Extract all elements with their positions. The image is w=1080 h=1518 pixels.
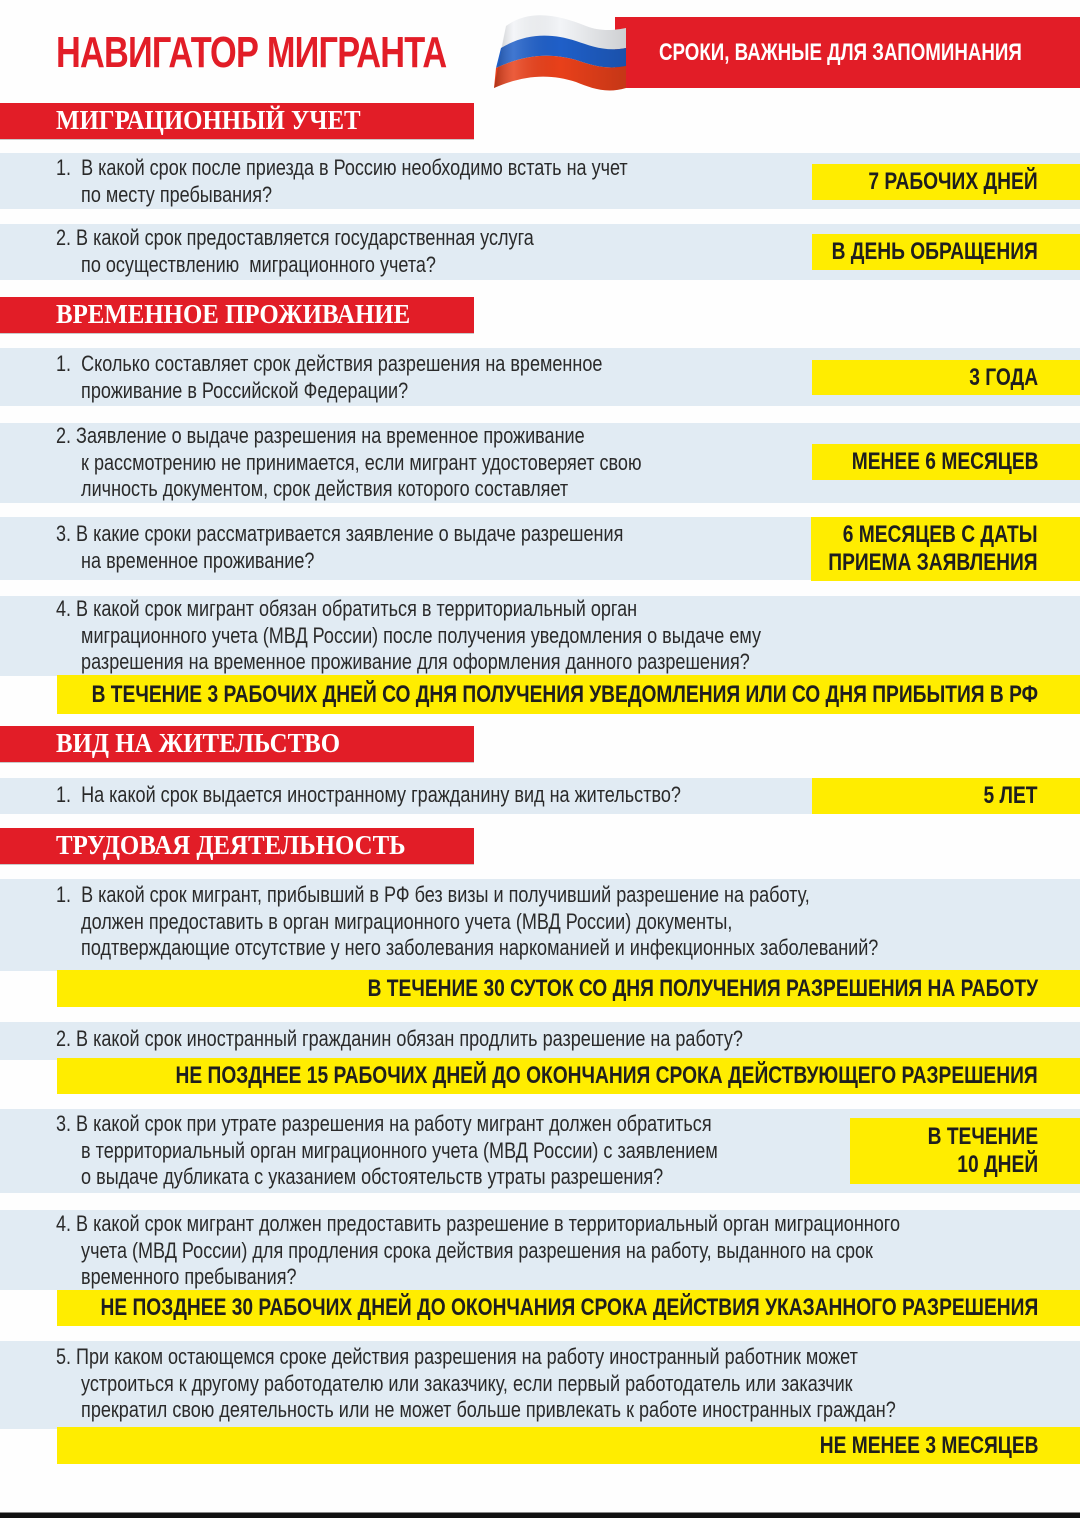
question-text: 1. В какой срок после приезда в Россию необходимо встать на учет по месту пребывания? <box>56 155 628 207</box>
answer-badge <box>57 970 1080 1007</box>
question-text: 4. В какой срок мигрант должен предоставить разрешение в территориальный орган миграционного учета (МВД России) для продления срока действия разрешения на работу, выданного на срок временного пребывания? <box>56 1211 901 1289</box>
answer-badge <box>57 1427 1080 1464</box>
qa-row <box>0 1109 1080 1193</box>
section-title: МИГРАЦИОННЫЙ УЧЕТ <box>56 105 361 135</box>
answer-text: В ДЕНЬ ОБРАЩЕНИЯ <box>831 238 1038 265</box>
question-text: 2. В какой срок иностранный гражданин обязан продлить разрешение на работу? <box>56 1026 743 1051</box>
answer-text: В ТЕЧЕНИЕ 10 ДНЕЙ <box>927 1123 1038 1178</box>
question-text: 2. В какой срок предоставляется государственная услуга по осуществлению миграционного учета? <box>56 225 534 277</box>
section-title: ВРЕМЕННОЕ ПРОЖИВАНИЕ <box>56 299 411 329</box>
qa-row <box>0 1341 1080 1429</box>
russian-flag-icon <box>486 8 636 96</box>
answer-text: В ТЕЧЕНИЕ 3 РАБОЧИХ ДНЕЙ СО ДНЯ ПОЛУЧЕНИЯ УВЕДОМЛЕНИЯ ИЛИ СО ДНЯ ПРИБЫТИЯ В РФ <box>91 680 1038 708</box>
answer-text: 5 ЛЕТ <box>983 782 1038 809</box>
page-title: НАВИГАТОР МИГРАНТА <box>56 28 447 77</box>
answer-badge <box>812 360 1080 395</box>
question-text: 5. При каком остающемся сроке действия разрешения на работу иностранный работник может устроиться к другому работодателю или заказчику, если первый работодатель или заказчик прекратил свою деятельность или не может больше привлекать к работе иностранных граждан? <box>56 1344 896 1422</box>
bottom-border <box>0 1512 1080 1518</box>
section-header-residence-permit <box>0 726 474 762</box>
qa-row <box>0 778 1080 814</box>
section-title: ТРУДОВАЯ ДЕЯТЕЛЬНОСТЬ <box>56 830 406 860</box>
answer-badge <box>812 234 1080 270</box>
answer-text: НЕ ПОЗДНЕЕ 15 РАБОЧИХ ДНЕЙ ДО ОКОНЧАНИЯ СРОКА ДЕЙСТВУЮЩЕГО РАЗРЕШЕНИЯ <box>175 1062 1038 1089</box>
qa-row <box>0 517 1080 580</box>
question-text: 3. В какие сроки рассматривается заявление о выдаче разрешения на временное проживание? <box>56 521 624 573</box>
answer-text: 7 РАБОЧИХ ДНЕЙ <box>868 168 1038 195</box>
answer-text: НЕ ПОЗДНЕЕ 30 РАБОЧИХ ДНЕЙ ДО ОКОНЧАНИЯ СРОКА ДЕЙСТВИЯ УКАЗАННОГО РАЗРЕШЕНИЯ <box>100 1294 1038 1321</box>
question-text: 3. В какой срок при утрате разрешения на работу мигрант должен обратиться в территориальный орган миграционного учета (МВД России) с заявлением о выдаче дубликата с указанием обстоятельств утраты разрешения? <box>56 1111 718 1189</box>
qa-row <box>0 1210 1080 1290</box>
qa-row <box>0 596 1080 676</box>
qa-row <box>0 224 1080 280</box>
question-text: 1. На какой срок выдается иностранному гражданину вид на жительство? <box>56 782 681 807</box>
qa-row <box>0 423 1080 503</box>
qa-row <box>0 153 1080 209</box>
question-text: 4. В какой срок мигрант обязан обратиться в территориальный орган миграционного учета (МВД России) после получения уведомления о выдаче ему разрешения на временное проживание для оформления данного разрешения? <box>56 596 762 674</box>
answer-badge <box>57 1290 1080 1326</box>
subtitle-banner <box>615 17 1080 88</box>
section-header-migration-registration <box>0 103 474 139</box>
answer-text: НЕ МЕНЕЕ 3 МЕСЯЦЕВ <box>819 1431 1038 1459</box>
section-title: ВИД НА ЖИТЕЛЬСТВО <box>56 728 341 758</box>
answer-text: 6 МЕСЯЦЕВ С ДАТЫ ПРИЕМА ЗАЯВЛЕНИЯ <box>828 521 1038 576</box>
qa-row <box>0 879 1080 971</box>
question-text: 1. Сколько составляет срок действия разрешения на временное проживание в Российской Федерации? <box>56 351 603 403</box>
answer-text: В ТЕЧЕНИЕ 30 СУТОК СО ДНЯ ПОЛУЧЕНИЯ РАЗРЕШЕНИЯ НА РАБОТУ <box>367 974 1038 1002</box>
answer-text: МЕНЕЕ 6 МЕСЯЦЕВ <box>851 448 1038 475</box>
answer-badge <box>57 1058 1080 1094</box>
answer-badge <box>812 164 1080 200</box>
qa-row <box>0 1022 1080 1060</box>
section-header-temporary-residence <box>0 297 474 333</box>
answer-badge <box>57 675 1080 714</box>
answer-badge <box>812 778 1080 814</box>
subtitle-text: СРОКИ, ВАЖНЫЕ ДЛЯ ЗАПОМИНАНИЯ <box>659 38 1022 66</box>
qa-row <box>0 348 1080 406</box>
question-text: 2. Заявление о выдаче разрешения на временное проживание к рассмотрению не принимается, если мигрант удостоверяет свою личность документом, срок действия которого составляет <box>56 423 642 501</box>
answer-text: 3 ГОДА <box>969 363 1038 391</box>
answer-badge <box>811 517 1080 581</box>
section-header-labor-activity <box>0 828 474 864</box>
answer-badge <box>812 444 1080 480</box>
answer-badge <box>850 1118 1080 1184</box>
question-text: 1. В какой срок мигрант, прибывший в РФ без визы и получивший разрешение на работу, должен предоставить в орган миграционного учета (МВД России) документы, подтверждающие отсутствие у него заболевания наркоманией и инфекционных заболеваний? <box>56 882 879 960</box>
